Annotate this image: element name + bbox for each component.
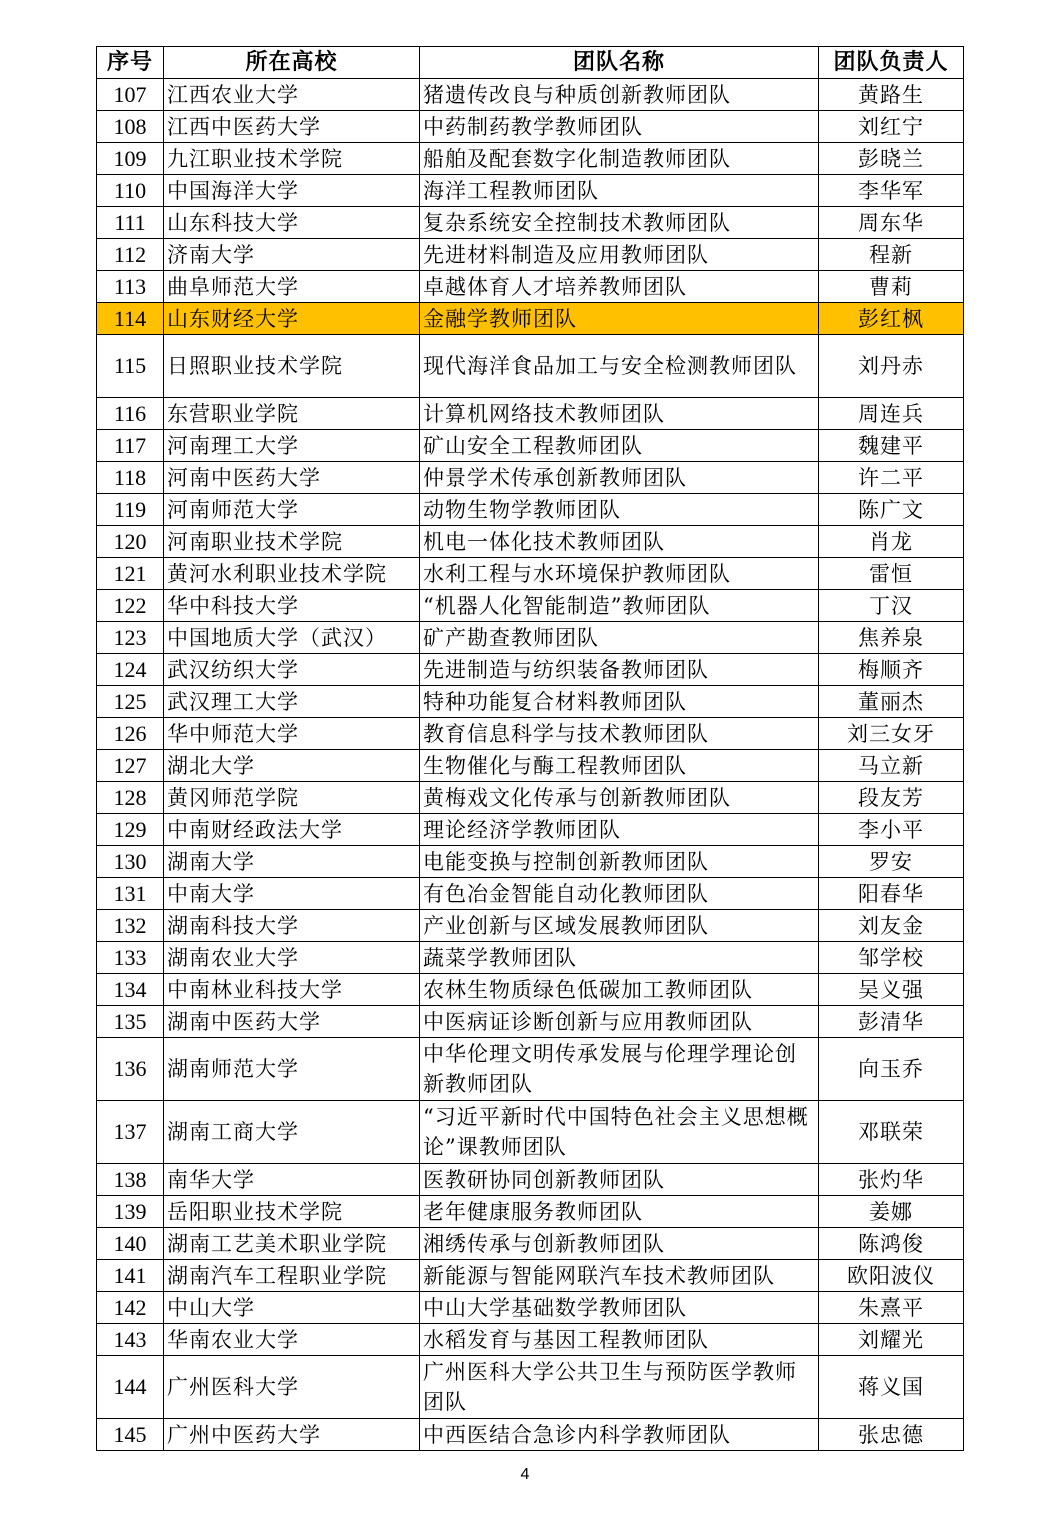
cell-team-name: 卓越体育人才培养教师团队 xyxy=(420,271,819,303)
cell-team-name: 仲景学术传承创新教师团队 xyxy=(420,462,819,494)
cell-team-name: 现代海洋食品加工与安全检测教师团队 xyxy=(420,335,819,398)
cell-school: 中南大学 xyxy=(164,878,420,910)
table-row xyxy=(97,207,964,239)
cell-team-leader: 魏建平 xyxy=(819,430,964,462)
cell-serial-number: 138 xyxy=(97,1164,164,1196)
cell-serial-number: 117 xyxy=(97,430,164,462)
cell-school: 湖南大学 xyxy=(164,846,420,878)
cell-school: 湖南汽车工程职业学院 xyxy=(164,1260,420,1292)
cell-team-name: 理论经济学教师团队 xyxy=(420,814,819,846)
cell-school: 华中科技大学 xyxy=(164,590,420,622)
cell-team-name: 中医病证诊断创新与应用教师团队 xyxy=(420,1006,819,1038)
table-row xyxy=(97,143,964,175)
cell-team-leader: 张灼华 xyxy=(819,1164,964,1196)
cell-school: 东营职业学院 xyxy=(164,398,420,430)
cell-school: 九江职业技术学院 xyxy=(164,143,420,175)
cell-team-leader: 彭红枫 xyxy=(819,303,964,335)
cell-school: 湖南工商大学 xyxy=(164,1101,420,1164)
cell-team-leader: 刘丹赤 xyxy=(819,335,964,398)
cell-school: 黄河水利职业技术学院 xyxy=(164,558,420,590)
cell-team-leader: 陈鸿俊 xyxy=(819,1228,964,1260)
cell-team-leader: 程新 xyxy=(819,239,964,271)
cell-serial-number: 144 xyxy=(97,1356,164,1419)
cell-school: 江西中医药大学 xyxy=(164,111,420,143)
cell-school: 黄冈师范学院 xyxy=(164,782,420,814)
cell-school: 岳阳职业技术学院 xyxy=(164,1196,420,1228)
cell-team-name: 教育信息科学与技术教师团队 xyxy=(420,718,819,750)
team-list-table xyxy=(96,46,964,1451)
cell-serial-number: 143 xyxy=(97,1324,164,1356)
cell-serial-number: 142 xyxy=(97,1292,164,1324)
cell-team-leader: 向玉乔 xyxy=(819,1038,964,1101)
cell-serial-number: 119 xyxy=(97,494,164,526)
cell-team-name: 中西医结合急诊内科学教师团队 xyxy=(420,1419,819,1451)
cell-team-name: 中山大学基础数学教师团队 xyxy=(420,1292,819,1324)
cell-team-leader: 刘耀光 xyxy=(819,1324,964,1356)
table-row xyxy=(97,303,964,335)
table-row xyxy=(97,398,964,430)
table-row xyxy=(97,271,964,303)
header-serial-number: 序号 xyxy=(97,47,164,79)
cell-school: 广州医科大学 xyxy=(164,1356,420,1419)
page-number: 4 xyxy=(520,1466,530,1483)
cell-team-leader: 曹莉 xyxy=(819,271,964,303)
cell-school: 江西农业大学 xyxy=(164,79,420,111)
table-row xyxy=(97,846,964,878)
cell-team-name: 老年健康服务教师团队 xyxy=(420,1196,819,1228)
table-row xyxy=(97,1038,964,1101)
cell-school: 湖南中医药大学 xyxy=(164,1006,420,1038)
cell-school: 曲阜师范大学 xyxy=(164,271,420,303)
cell-team-leader: 刘红宁 xyxy=(819,111,964,143)
table-row xyxy=(97,590,964,622)
cell-team-name: 医教研协同创新教师团队 xyxy=(420,1164,819,1196)
cell-serial-number: 110 xyxy=(97,175,164,207)
cell-serial-number: 125 xyxy=(97,686,164,718)
cell-serial-number: 134 xyxy=(97,974,164,1006)
cell-serial-number: 115 xyxy=(97,335,164,398)
cell-team-name: 湘绣传承与创新教师团队 xyxy=(420,1228,819,1260)
cell-school: 日照职业技术学院 xyxy=(164,335,420,398)
table-row xyxy=(97,1292,964,1324)
cell-team-leader: 陈广文 xyxy=(819,494,964,526)
cell-serial-number: 140 xyxy=(97,1228,164,1260)
cell-school: 河南师范大学 xyxy=(164,494,420,526)
cell-team-name: 农林生物质绿色低碳加工教师团队 xyxy=(420,974,819,1006)
cell-serial-number: 129 xyxy=(97,814,164,846)
cell-team-name: “习近平新时代中国特色社会主义思想概论”课教师团队 xyxy=(420,1101,819,1164)
cell-team-name: 新能源与智能网联汽车技术教师团队 xyxy=(420,1260,819,1292)
cell-serial-number: 123 xyxy=(97,622,164,654)
cell-team-name: 猪遗传改良与种质创新教师团队 xyxy=(420,79,819,111)
cell-serial-number: 145 xyxy=(97,1419,164,1451)
cell-team-leader: 罗安 xyxy=(819,846,964,878)
cell-team-leader: 丁汉 xyxy=(819,590,964,622)
cell-team-name: 船舶及配套数字化制造教师团队 xyxy=(420,143,819,175)
cell-team-leader: 彭晓兰 xyxy=(819,143,964,175)
table-row xyxy=(97,686,964,718)
cell-school: 济南大学 xyxy=(164,239,420,271)
cell-team-name: 动物生物学教师团队 xyxy=(420,494,819,526)
cell-team-name: 计算机网络技术教师团队 xyxy=(420,398,819,430)
cell-team-leader: 吴义强 xyxy=(819,974,964,1006)
cell-school: 中南财经政法大学 xyxy=(164,814,420,846)
cell-team-leader: 张忠德 xyxy=(819,1419,964,1451)
cell-team-leader: 董丽杰 xyxy=(819,686,964,718)
cell-team-name: 电能变换与控制创新教师团队 xyxy=(420,846,819,878)
cell-team-name: 先进制造与纺织装备教师团队 xyxy=(420,654,819,686)
table-row xyxy=(97,558,964,590)
cell-school: 武汉理工大学 xyxy=(164,686,420,718)
cell-school: 中国地质大学（武汉） xyxy=(164,622,420,654)
cell-team-name: 水利工程与水环境保护教师团队 xyxy=(420,558,819,590)
header-school: 所在高校 xyxy=(164,47,420,79)
cell-team-leader: 欧阳波仪 xyxy=(819,1260,964,1292)
cell-team-leader: 彭清华 xyxy=(819,1006,964,1038)
cell-serial-number: 109 xyxy=(97,143,164,175)
table-row xyxy=(97,462,964,494)
cell-school: 河南中医药大学 xyxy=(164,462,420,494)
cell-team-leader: 朱熹平 xyxy=(819,1292,964,1324)
cell-serial-number: 133 xyxy=(97,942,164,974)
cell-serial-number: 112 xyxy=(97,239,164,271)
cell-team-leader: 李小平 xyxy=(819,814,964,846)
table-row xyxy=(97,494,964,526)
cell-team-leader: 阳春华 xyxy=(819,878,964,910)
cell-team-name: 蔬菜学教师团队 xyxy=(420,942,819,974)
cell-school: 湖南科技大学 xyxy=(164,910,420,942)
cell-school: 山东财经大学 xyxy=(164,303,420,335)
table-row xyxy=(97,1419,964,1451)
cell-serial-number: 122 xyxy=(97,590,164,622)
cell-team-name: 特种功能复合材料教师团队 xyxy=(420,686,819,718)
cell-team-leader: 周东华 xyxy=(819,207,964,239)
cell-team-name: 复杂系统安全控制技术教师团队 xyxy=(420,207,819,239)
cell-school: 中山大学 xyxy=(164,1292,420,1324)
cell-team-name: “机器人化智能制造”教师团队 xyxy=(420,590,819,622)
cell-team-name: 广州医科大学公共卫生与预防医学教师团队 xyxy=(420,1356,819,1419)
table-row xyxy=(97,111,964,143)
cell-serial-number: 108 xyxy=(97,111,164,143)
cell-serial-number: 120 xyxy=(97,526,164,558)
header-team-leader: 团队负责人 xyxy=(819,47,964,79)
table-body xyxy=(97,79,964,1451)
cell-team-leader: 蒋义国 xyxy=(819,1356,964,1419)
table-row xyxy=(97,1101,964,1164)
cell-school: 华中师范大学 xyxy=(164,718,420,750)
table-row xyxy=(97,335,964,398)
cell-serial-number: 131 xyxy=(97,878,164,910)
cell-team-name: 中药制药教学教师团队 xyxy=(420,111,819,143)
table-row xyxy=(97,654,964,686)
table-row xyxy=(97,175,964,207)
table-row xyxy=(97,878,964,910)
table-row xyxy=(97,1260,964,1292)
cell-serial-number: 128 xyxy=(97,782,164,814)
cell-team-leader: 许二平 xyxy=(819,462,964,494)
cell-team-leader: 李华军 xyxy=(819,175,964,207)
table-row xyxy=(97,718,964,750)
cell-team-leader: 周连兵 xyxy=(819,398,964,430)
cell-school: 山东科技大学 xyxy=(164,207,420,239)
cell-team-leader: 段友芳 xyxy=(819,782,964,814)
cell-team-leader: 刘三女牙 xyxy=(819,718,964,750)
cell-serial-number: 135 xyxy=(97,1006,164,1038)
cell-serial-number: 136 xyxy=(97,1038,164,1101)
table-row xyxy=(97,1006,964,1038)
cell-serial-number: 137 xyxy=(97,1101,164,1164)
cell-serial-number: 111 xyxy=(97,207,164,239)
cell-team-leader: 邹学校 xyxy=(819,942,964,974)
cell-serial-number: 114 xyxy=(97,303,164,335)
cell-school: 湖北大学 xyxy=(164,750,420,782)
cell-team-leader: 邓联荣 xyxy=(819,1101,964,1164)
cell-school: 河南理工大学 xyxy=(164,430,420,462)
cell-team-leader: 马立新 xyxy=(819,750,964,782)
cell-school: 湖南师范大学 xyxy=(164,1038,420,1101)
cell-team-leader: 黄路生 xyxy=(819,79,964,111)
cell-team-leader: 肖龙 xyxy=(819,526,964,558)
cell-school: 南华大学 xyxy=(164,1164,420,1196)
cell-school: 湖南工艺美术职业学院 xyxy=(164,1228,420,1260)
table-row xyxy=(97,814,964,846)
cell-team-name: 中华伦理文明传承发展与伦理学理论创新教师团队 xyxy=(420,1038,819,1101)
table-row xyxy=(97,974,964,1006)
cell-serial-number: 132 xyxy=(97,910,164,942)
cell-team-name: 黄梅戏文化传承与创新教师团队 xyxy=(420,782,819,814)
cell-team-name: 有色冶金智能自动化教师团队 xyxy=(420,878,819,910)
cell-team-name: 矿山安全工程教师团队 xyxy=(420,430,819,462)
cell-school: 华南农业大学 xyxy=(164,1324,420,1356)
cell-serial-number: 107 xyxy=(97,79,164,111)
cell-school: 中国海洋大学 xyxy=(164,175,420,207)
table-row xyxy=(97,622,964,654)
table-row xyxy=(97,1164,964,1196)
cell-serial-number: 141 xyxy=(97,1260,164,1292)
cell-team-name: 机电一体化技术教师团队 xyxy=(420,526,819,558)
cell-school: 武汉纺织大学 xyxy=(164,654,420,686)
cell-school: 湖南农业大学 xyxy=(164,942,420,974)
cell-school: 河南职业技术学院 xyxy=(164,526,420,558)
cell-serial-number: 116 xyxy=(97,398,164,430)
cell-team-leader: 姜娜 xyxy=(819,1196,964,1228)
cell-serial-number: 113 xyxy=(97,271,164,303)
cell-team-name: 先进材料制造及应用教师团队 xyxy=(420,239,819,271)
cell-serial-number: 118 xyxy=(97,462,164,494)
cell-serial-number: 126 xyxy=(97,718,164,750)
header-team-name: 团队名称 xyxy=(420,47,819,79)
cell-serial-number: 130 xyxy=(97,846,164,878)
cell-team-name: 海洋工程教师团队 xyxy=(420,175,819,207)
table-row xyxy=(97,430,964,462)
cell-school: 广州中医药大学 xyxy=(164,1419,420,1451)
cell-school: 中南林业科技大学 xyxy=(164,974,420,1006)
cell-team-leader: 焦养泉 xyxy=(819,622,964,654)
cell-team-leader: 雷恒 xyxy=(819,558,964,590)
table-row xyxy=(97,1196,964,1228)
cell-team-name: 产业创新与区域发展教师团队 xyxy=(420,910,819,942)
table-row xyxy=(97,1356,964,1419)
cell-team-name: 生物催化与酶工程教师团队 xyxy=(420,750,819,782)
cell-team-leader: 梅顺齐 xyxy=(819,654,964,686)
cell-serial-number: 127 xyxy=(97,750,164,782)
cell-team-name: 水稻发育与基因工程教师团队 xyxy=(420,1324,819,1356)
cell-serial-number: 124 xyxy=(97,654,164,686)
table-row xyxy=(97,1228,964,1260)
cell-serial-number: 139 xyxy=(97,1196,164,1228)
cell-serial-number: 121 xyxy=(97,558,164,590)
table-row xyxy=(97,910,964,942)
table-header-row xyxy=(97,47,964,79)
cell-team-name: 矿产勘查教师团队 xyxy=(420,622,819,654)
table-row xyxy=(97,526,964,558)
cell-team-leader: 刘友金 xyxy=(819,910,964,942)
table-row xyxy=(97,782,964,814)
table-row xyxy=(97,239,964,271)
table-row xyxy=(97,79,964,111)
table-row xyxy=(97,750,964,782)
table-row xyxy=(97,1324,964,1356)
table-row xyxy=(97,942,964,974)
cell-team-name: 金融学教师团队 xyxy=(420,303,819,335)
